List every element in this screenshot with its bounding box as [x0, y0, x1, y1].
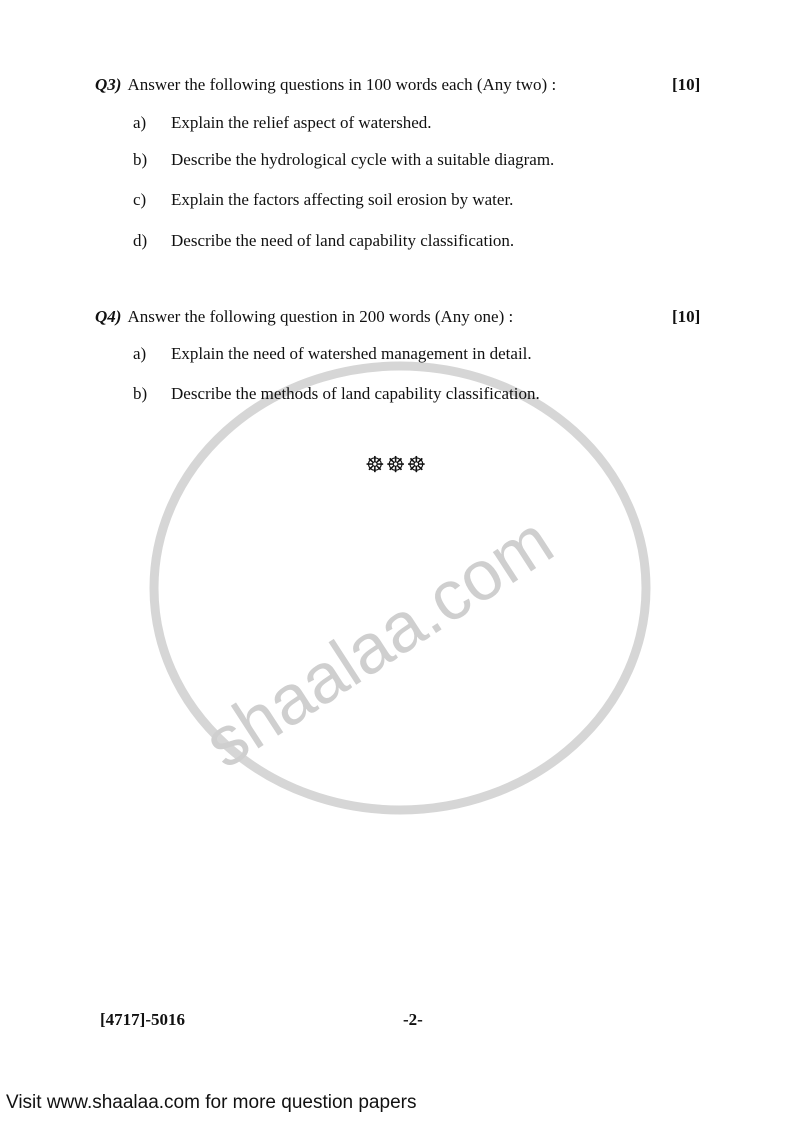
question-item: [133, 344, 532, 364]
question-marks: [10]: [672, 307, 701, 326]
watermark-text: shaalaa.com: [190, 500, 567, 783]
item-text: Describe the hydrological cycle with a suitable diagram.: [171, 150, 555, 169]
end-ornament-icon: ☸☸☸: [365, 452, 428, 477]
question-q4: [95, 307, 513, 327]
item-text: Explain the factors affecting soil erosion by water.: [171, 190, 514, 209]
item-label: c): [133, 190, 147, 209]
question-prompt: Answer the following questions in 100 words each (Any two) :: [127, 75, 557, 94]
item-text: Explain the need of watershed management in detail.: [171, 344, 532, 363]
question-item: [133, 113, 432, 133]
item-label: d): [133, 231, 148, 250]
visit-link[interactable]: Visit www.shaalaa.com for more question papers: [6, 1092, 417, 1113]
question-number: Q3): [95, 75, 122, 94]
question-item: [133, 150, 554, 170]
item-label: a): [133, 113, 147, 132]
question-item: [133, 384, 540, 404]
page-number: -2-: [403, 1010, 423, 1029]
question-item: [133, 231, 514, 251]
question-number: Q4): [95, 307, 122, 326]
question-marks: [10]: [672, 75, 701, 94]
question-item: [133, 190, 513, 210]
item-label: b): [133, 150, 148, 169]
item-text: Describe the need of land capability classification.: [171, 231, 515, 250]
question-q3: [95, 75, 556, 95]
paper-code: [4717]-5016: [100, 1010, 185, 1029]
item-label: b): [133, 384, 148, 403]
item-text: Describe the methods of land capability classification.: [171, 384, 540, 403]
item-label: a): [133, 344, 147, 363]
item-text: Explain the relief aspect of watershed.: [171, 113, 432, 132]
question-prompt: Answer the following question in 200 words (Any one) :: [127, 307, 514, 326]
